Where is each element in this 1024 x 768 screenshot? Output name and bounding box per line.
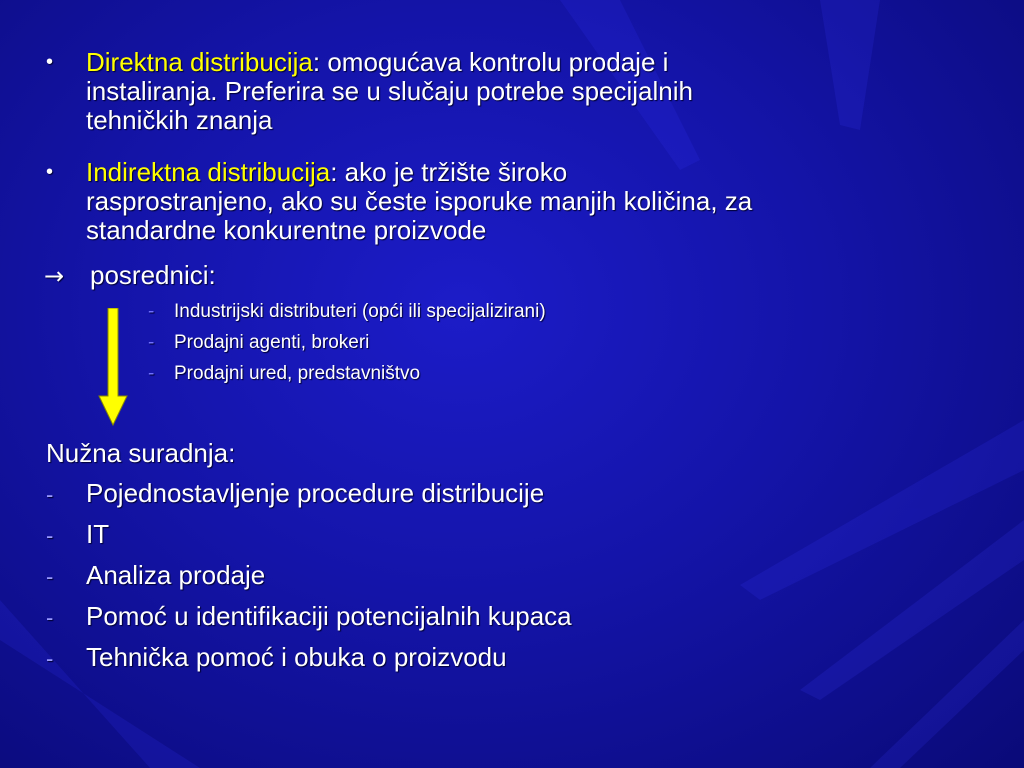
bullet-indirektna-distribucija xyxy=(46,158,986,245)
suradnja-item-text: Pojednostavljenje procedure distribucije xyxy=(86,478,545,508)
dash-marker: - xyxy=(148,301,155,322)
sub-list-item-text: Industrijski distributeri (opći ili specijalizirani) xyxy=(174,301,546,322)
sub-list-item-text: Prodajni ured, predstavništvo xyxy=(174,363,421,384)
bullet-highlight: Indirektna distribucija xyxy=(86,157,331,187)
bullet-text: rasprostranjeno, ako su česte isporuke manjih količina, za xyxy=(86,186,753,216)
dash-marker: - xyxy=(46,605,54,630)
sub-list-item xyxy=(148,300,546,324)
sub-list-item xyxy=(148,362,420,386)
bullet-text: standardne konkurentne proizvode xyxy=(86,215,487,245)
bullet-text: instaliranja. Preferira se u slučaju potrebe specijalnih xyxy=(86,76,693,106)
suradnja-list-item xyxy=(46,519,109,551)
suradnja-item-text: Analiza prodaje xyxy=(86,560,266,590)
dash-marker: - xyxy=(148,363,155,384)
suradnja-item-text: Tehnička pomoć i obuka o proizvodu xyxy=(86,642,507,672)
suradnja-list-item xyxy=(46,560,265,592)
bullet-direktna-distribucija xyxy=(46,48,986,135)
sub-list-item xyxy=(148,331,369,355)
dash-marker: - xyxy=(46,523,54,548)
bullet-text: tehničkih znanja xyxy=(86,105,273,135)
suradnja-list-item xyxy=(46,601,572,633)
bullet-dot: • xyxy=(46,51,54,73)
bullet-highlight: Direktna distribucija xyxy=(86,47,313,77)
bullet-text: : ako je tržište široko xyxy=(330,157,568,187)
suradnja-item-text: Pomoć u identifikaciji potencijalnih kupaca xyxy=(86,601,572,631)
bullet-dot: • xyxy=(46,161,54,183)
suradnja-heading: Nužna suradnja: xyxy=(46,438,236,468)
sub-list-item-text: Prodajni agenti, brokeri xyxy=(174,332,370,353)
dash-marker: - xyxy=(46,564,54,589)
suradnja-list-item xyxy=(46,478,544,510)
posrednici-heading xyxy=(44,260,216,291)
dash-marker: - xyxy=(46,482,54,507)
down-arrow-icon xyxy=(98,308,128,426)
posrednici-label: posrednici: xyxy=(90,260,216,290)
suradnja-list-item xyxy=(46,642,507,674)
suradnja-item-text: IT xyxy=(86,519,110,549)
dash-marker: - xyxy=(148,332,155,353)
dash-marker: - xyxy=(46,646,54,671)
right-arrow-icon: → xyxy=(44,262,65,290)
bullet-text: : omogućava kontrolu prodaje i xyxy=(312,47,669,77)
